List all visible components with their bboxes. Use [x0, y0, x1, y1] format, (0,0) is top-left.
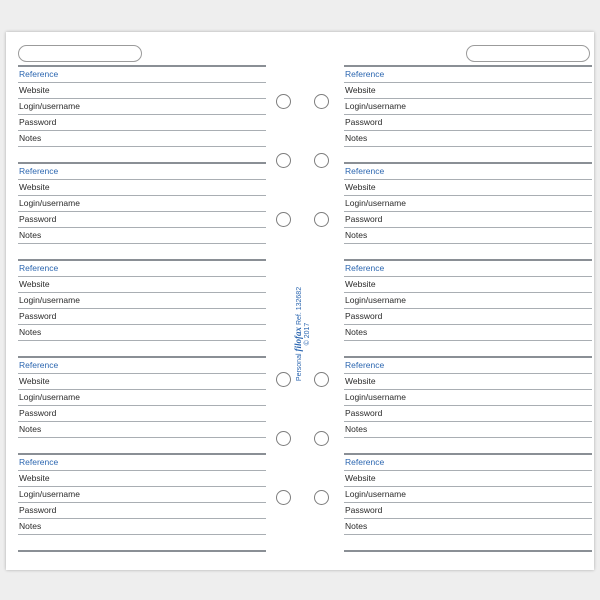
login-label: Login/username: [345, 198, 406, 208]
notes-label: Notes: [345, 424, 368, 434]
notes-label: Notes: [19, 327, 42, 337]
reference-field[interactable]: [344, 454, 592, 471]
password-label: Password: [345, 408, 383, 418]
website-label: Website: [345, 473, 376, 483]
closing-divider: [344, 550, 592, 552]
password-field[interactable]: [18, 405, 266, 422]
reference-field[interactable]: [344, 260, 592, 277]
password-label: Password: [19, 214, 57, 224]
login-field[interactable]: [344, 486, 592, 503]
password-field[interactable]: [18, 211, 266, 228]
website-field[interactable]: [18, 470, 266, 487]
reference-field[interactable]: [18, 454, 266, 471]
website-label: Website: [19, 182, 50, 192]
website-field[interactable]: [18, 179, 266, 196]
binder-hole: [314, 212, 329, 227]
website-field[interactable]: [344, 373, 592, 390]
reference-label: Reference: [19, 360, 59, 370]
binder-hole: [276, 153, 291, 168]
website-field[interactable]: [344, 179, 592, 196]
password-entry: [344, 162, 592, 259]
website-label: Website: [345, 279, 376, 289]
notes-field[interactable]: [344, 421, 592, 438]
password-label: Password: [19, 505, 57, 515]
login-label: Login/username: [345, 101, 406, 111]
website-label: Website: [19, 473, 50, 483]
reference-field[interactable]: [344, 163, 592, 180]
password-label: Password: [19, 117, 57, 127]
login-label: Login/username: [345, 489, 406, 499]
notes-field[interactable]: [18, 227, 266, 244]
notes-field[interactable]: [344, 227, 592, 244]
website-field[interactable]: [344, 276, 592, 293]
password-entry: [344, 259, 592, 356]
login-label: Login/username: [345, 392, 406, 402]
notes-label: Notes: [19, 230, 42, 240]
login-label: Login/username: [19, 295, 80, 305]
website-field[interactable]: [18, 82, 266, 99]
notes-field[interactable]: [344, 518, 592, 535]
imprint-copyright: © 2017: [304, 322, 311, 346]
notes-field[interactable]: [18, 130, 266, 147]
login-label: Login/username: [345, 295, 406, 305]
password-entry: [344, 453, 592, 550]
left-label-box[interactable]: [18, 45, 142, 62]
right-column: [344, 65, 592, 550]
password-field[interactable]: [344, 405, 592, 422]
password-entry: [18, 356, 266, 453]
reference-label: Reference: [345, 166, 385, 176]
binder-hole: [314, 153, 329, 168]
website-field[interactable]: [18, 373, 266, 390]
notes-label: Notes: [345, 133, 368, 143]
reference-field[interactable]: [18, 163, 266, 180]
login-field[interactable]: [18, 195, 266, 212]
login-field[interactable]: [18, 98, 266, 115]
reference-field[interactable]: [18, 260, 266, 277]
password-field[interactable]: [18, 502, 266, 519]
password-entry: [344, 65, 592, 162]
binder-hole: [314, 431, 329, 446]
login-label: Login/username: [19, 489, 80, 499]
password-label: Password: [19, 311, 57, 321]
login-label: Login/username: [19, 198, 80, 208]
password-label: Password: [345, 117, 383, 127]
reference-label: Reference: [345, 69, 385, 79]
notes-label: Notes: [345, 327, 368, 337]
notes-label: Notes: [19, 424, 42, 434]
password-entry: [18, 453, 266, 550]
password-field[interactable]: [18, 114, 266, 131]
website-label: Website: [345, 85, 376, 95]
reference-field[interactable]: [344, 66, 592, 83]
password-entry: [18, 162, 266, 259]
login-field[interactable]: [344, 292, 592, 309]
notes-field[interactable]: [344, 130, 592, 147]
password-field[interactable]: [344, 211, 592, 228]
binder-hole: [276, 431, 291, 446]
reference-label: Reference: [19, 69, 59, 79]
login-field[interactable]: [18, 486, 266, 503]
website-field[interactable]: [18, 276, 266, 293]
password-label: Password: [345, 505, 383, 515]
password-label: Password: [19, 408, 57, 418]
notes-field[interactable]: [18, 324, 266, 341]
password-field[interactable]: [18, 308, 266, 325]
right-label-box[interactable]: [466, 45, 590, 62]
password-field[interactable]: [344, 114, 592, 131]
password-field[interactable]: [344, 502, 592, 519]
website-label: Website: [345, 182, 376, 192]
notes-field[interactable]: [18, 421, 266, 438]
reference-field[interactable]: [18, 66, 266, 83]
binder-hole: [314, 490, 329, 505]
reference-label: Reference: [345, 457, 385, 467]
reference-field[interactable]: [18, 357, 266, 374]
binder-hole: [314, 372, 329, 387]
website-field[interactable]: [344, 470, 592, 487]
imprint-ref: Ref. 132682: [296, 286, 303, 326]
binder-hole: [276, 94, 291, 109]
reference-label: Reference: [345, 360, 385, 370]
notes-label: Notes: [345, 521, 368, 531]
imprint-size: Personal: [296, 353, 303, 382]
website-label: Website: [345, 376, 376, 386]
password-entry: [18, 259, 266, 356]
reference-label: Reference: [345, 263, 385, 273]
website-field[interactable]: [344, 82, 592, 99]
reference-field[interactable]: [344, 357, 592, 374]
binder-hole: [276, 212, 291, 227]
closing-divider: [18, 550, 266, 552]
login-field[interactable]: [344, 195, 592, 212]
login-label: Login/username: [19, 392, 80, 402]
brand-logo: filofax: [293, 327, 303, 352]
reference-label: Reference: [19, 166, 59, 176]
notes-label: Notes: [19, 133, 42, 143]
password-entry: [344, 356, 592, 453]
notes-label: Notes: [345, 230, 368, 240]
reference-label: Reference: [19, 457, 59, 467]
website-label: Website: [19, 85, 50, 95]
notes-field[interactable]: [344, 324, 592, 341]
notes-field[interactable]: [18, 518, 266, 535]
left-column: [18, 65, 266, 550]
login-field[interactable]: [18, 389, 266, 406]
password-field[interactable]: [344, 308, 592, 325]
password-entry: [18, 65, 266, 162]
organizer-page: [6, 32, 594, 570]
binder-hole: [314, 94, 329, 109]
reference-label: Reference: [19, 263, 59, 273]
notes-label: Notes: [19, 521, 42, 531]
password-label: Password: [345, 214, 383, 224]
password-label: Password: [345, 311, 383, 321]
binder-hole: [276, 372, 291, 387]
binder-hole: [276, 490, 291, 505]
login-field[interactable]: [344, 98, 592, 115]
website-label: Website: [19, 376, 50, 386]
login-field[interactable]: [344, 389, 592, 406]
website-label: Website: [19, 279, 50, 289]
login-label: Login/username: [19, 101, 80, 111]
login-field[interactable]: [18, 292, 266, 309]
